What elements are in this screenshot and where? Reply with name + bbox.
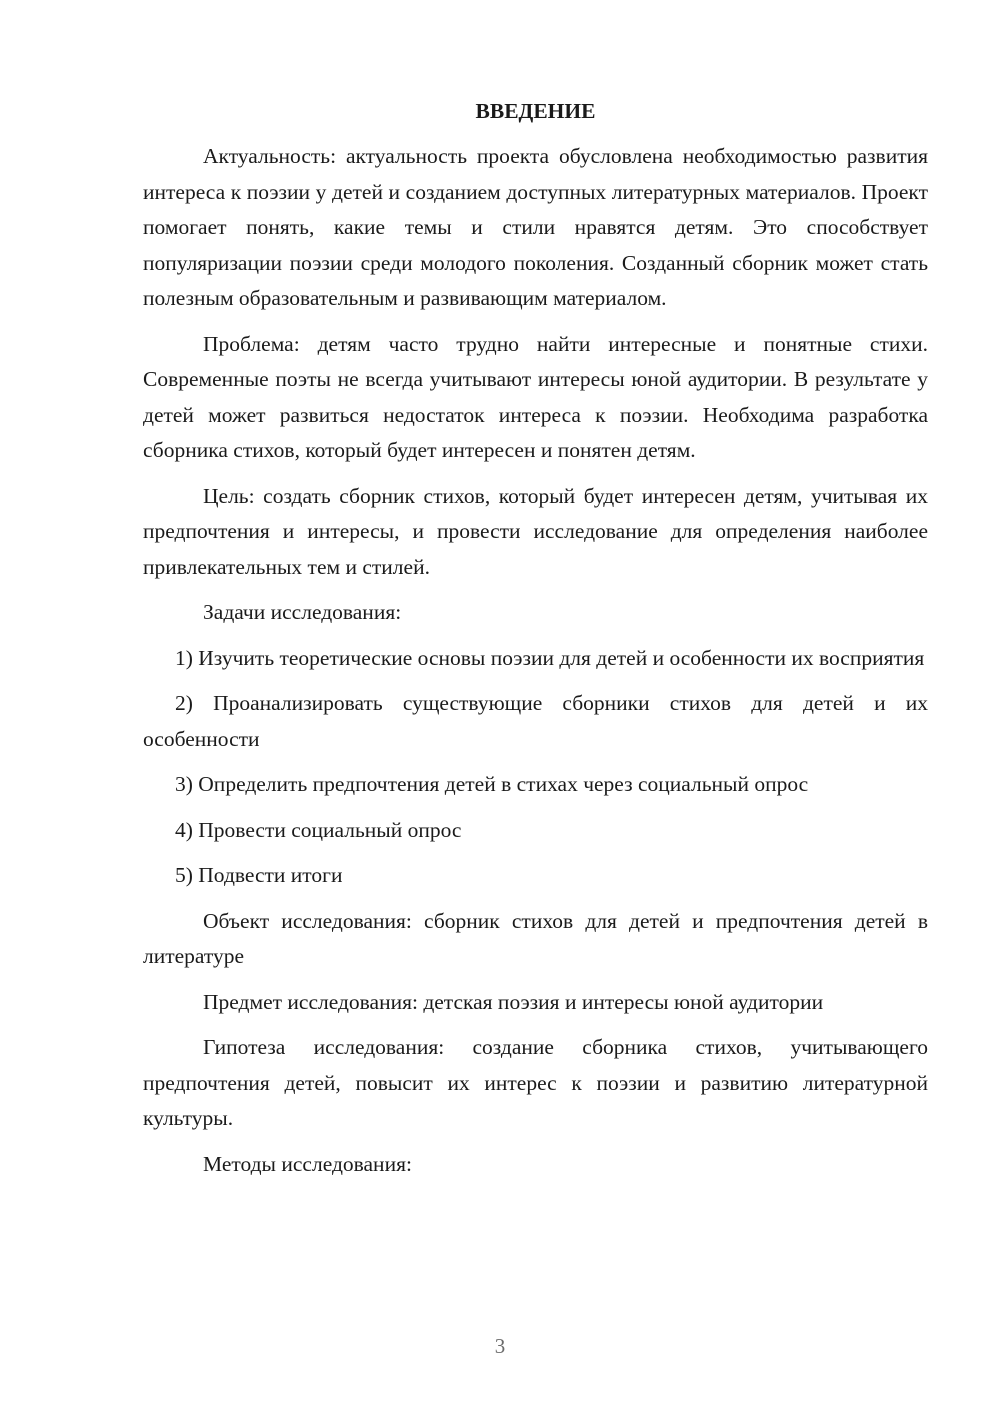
paragraph-relevance: Актуальность: актуальность проекта обусловлена необходимостью развития интереса к поэзии у детей и созданием доступных литературных материалов. Проект помогает понять, какие темы и стили нравятся детям. Это способствует популяризации поэзии среди молодого поколения. Созданный сборник может стать полезным образовательным и развивающим материалом. [143, 144, 928, 310]
task-item-4: 4) Провести социальный опрос [175, 817, 462, 842]
page-content [143, 94, 928, 1192]
paragraph-problem: Проблема: детям часто трудно найти интересные и понятные стихи. Современные поэты не всегда учитывают интересы юной аудитории. В результате у детей может развиться недостаток интереса к поэзии. Необходима разработка сборника стихов, который будет интересен и понятен детям. [143, 331, 928, 462]
paragraph-subject: Предмет исследования: детская поэзия и интересы юной аудитории [203, 989, 824, 1014]
task-item-5: 5) Подвести итоги [175, 863, 343, 887]
tasks-heading: Задачи исследования: [203, 600, 402, 624]
task-item-3: 3) Определить предпочтения детей в стихах через социальный опрос [175, 772, 809, 796]
page-number: 3 [494, 1334, 506, 1358]
task-item-2: 2) Проанализировать существующие сборники стихов для детей и их особенности [143, 691, 928, 751]
section-title: ВВЕДЕНИЕ [475, 99, 596, 123]
paragraph-object: Объект исследования: сборник стихов для детей и предпочтения детей в литературе [143, 908, 928, 968]
methods-heading: Методы исследования: [203, 1151, 412, 1176]
task-item-1: 1) Изучить теоретические основы поэзии для детей и особенности их восприятия [175, 645, 925, 670]
paragraph-goal: Цель: создать сборник стихов, который будет интересен детям, учитывая их предпочтения и интересы, и провести исследование для определения наиболее привлекательных тем и стилей. [143, 483, 928, 579]
paragraph-hypothesis: Гипотеза исследования: создание сборника стихов, учитывающего предпочтения детей, повысит их интерес к поэзии и развитию литературной культуры. [143, 1035, 928, 1130]
